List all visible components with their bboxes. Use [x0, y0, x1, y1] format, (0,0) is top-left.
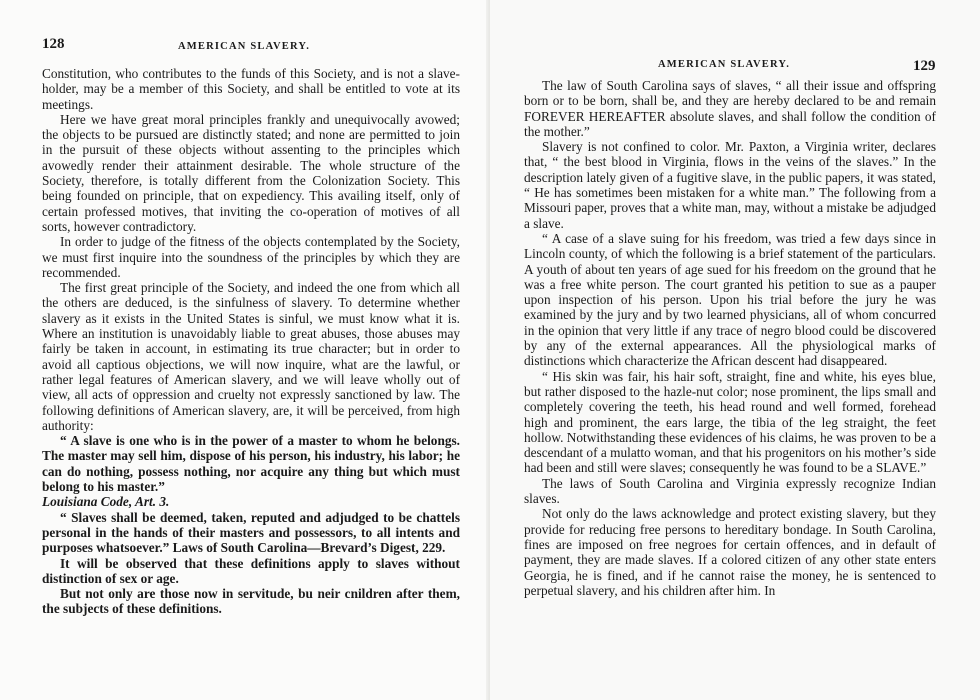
- paragraph: The first great principle of the Society, and indeed the one from which all the others are deduced, is the sinfulness of slavery. To determine whether slavery as it exists in the United States is sinful, we must know what it is. Where an institution is unavoidably liable to great abuses, those abuses may fairly be taken in account, in estimating its true character; but in order to avoid all captious objections, we will now inquire, what are the lawful, or rather legal features of American slavery, and we will leave wholly out of view, all acts of oppression and cruelty not expressly sanctioned by law. The following definitions of American slavery, are, it will be perceived, from high authority:: [42, 280, 460, 433]
- paragraph: The law of South Carolina says of slaves, “ all their issue and offspring born or to be born, shall be, and they are hereby declared to be and remain FOREVER HEREAFTER absolute slaves, and shall follow the condition of the mother.”: [524, 78, 936, 139]
- paragraph: It will be observed that these definitions apply to slaves without distinction of sex or age.: [42, 555, 460, 586]
- paragraph: Here we have great moral principles frankly and unequivocally avowed; the objects to be pursued are distinctly stated; and none are permitted to join in the pursuit of these objects without assenting to the principles which avowedly render their attainment desirable. The whole structure of the Society, therefore, is totally different from the Colonization Society. This being founded on principle, that on expediency. This availing itself, only of certain professed motives, that inviting the co-operation of motives of all sorts, however contradictory.: [42, 111, 460, 234]
- right-running-title: AMERICAN SLAVERY.: [658, 59, 791, 70]
- right-page: [490, 0, 980, 700]
- left-page-number: 128: [42, 36, 65, 52]
- paragraph: Slavery is not confined to color. Mr. Paxton, a Virginia writer, declares that, “ the best blood in Virginia, flows in the veins of the slaves.” In the description lately given of a fugitive slave, in the public papers, it was stated, “ He has sometimes been mistaken for a white man.” The following from a Missouri paper, proves that a white man, may, without a mistake be adjudged a slave.: [524, 139, 936, 231]
- paragraph: In order to judge of the fitness of the objects contemplated by the Society, we must first inquire into the soundness of the principles by which they are recommended.: [42, 234, 460, 280]
- paragraph: The laws of South Carolina and Virginia expressly recognize Indian slaves.: [524, 475, 936, 507]
- quotation: “ A slave is one who is in the power of a master to whom he belongs. The master may sell him, dispose of his person, his industry, his labor; he can do nothing, possess nothing, nor acquire any thing but which must belong to his master.”: [42, 433, 460, 495]
- citation: Louisiana Code, Art. 3.: [42, 494, 170, 510]
- left-running-title: AMERICAN SLAVERY.: [178, 41, 311, 52]
- right-page-body: [524, 78, 936, 598]
- quotation: “ Slaves shall be deemed, taken, reputed and adjudged to be chattels personal in the hands of their masters and possessors, to all intents and purposes whatsoever.” Laws of South Carolina—Brevard’s Digest, 229.: [42, 509, 460, 556]
- paragraph: Not only do the laws acknowledge and protect existing slavery, but they provide for reducing free persons to hereditary bondage. In South Carolina, fines are imposed on free negroes for certain offences, and in default of payment, they are made slaves. If a colored citizen of any other state enters Georgia, he is fined, and if he cannot raise the money, he is sentenced to perpetual slavery, and his children after him. In: [524, 506, 936, 598]
- quotation: “ A case of a slave suing for his freedom, was tried a few days since in Lincoln county, of which the following is a brief statement of the particulars. A youth of about ten years of age sued for his freedom on the ground that he was a free white person. The court granted his petition to sue as a pauper upon inspection of his person. Upon his trial before the jury he was examined by the jury and by two learned physicians, all of whom concurred in the opinion that very little if any trace of negro blood could be discovered by any of the external appearances. All the physiological marks of distinctions which characterize the African descent had disappeared.: [524, 230, 936, 369]
- left-page-body: [42, 66, 460, 617]
- paragraph: Constitution, who contributes to the funds of this Society, and is not a slave-holder, may be a member of this Society, and shall be entitled to vote at its meetings.: [42, 66, 460, 112]
- right-page-number: 129: [913, 58, 936, 74]
- paragraph: But not only are those now in servitude, bu neir cnildren after them, the subjects of these definitions.: [42, 586, 460, 617]
- quotation: “ His skin was fair, his hair soft, straight, fine and white, his eyes blue, but rather disposed to the hazle-nut color; nose prominent, the lips small and completely covering the teeth, his head round and well formed, forehead high and prominent, the ears large, the tibia of the leg straight, the feet hollow. Notwithstanding these evidences of his claims, he was proven to be a descendant of a mulatto woman, and that his progenitors on his mother’s side had been and still were slaves; consequently he was found to be a SLAVE.”: [524, 368, 936, 476]
